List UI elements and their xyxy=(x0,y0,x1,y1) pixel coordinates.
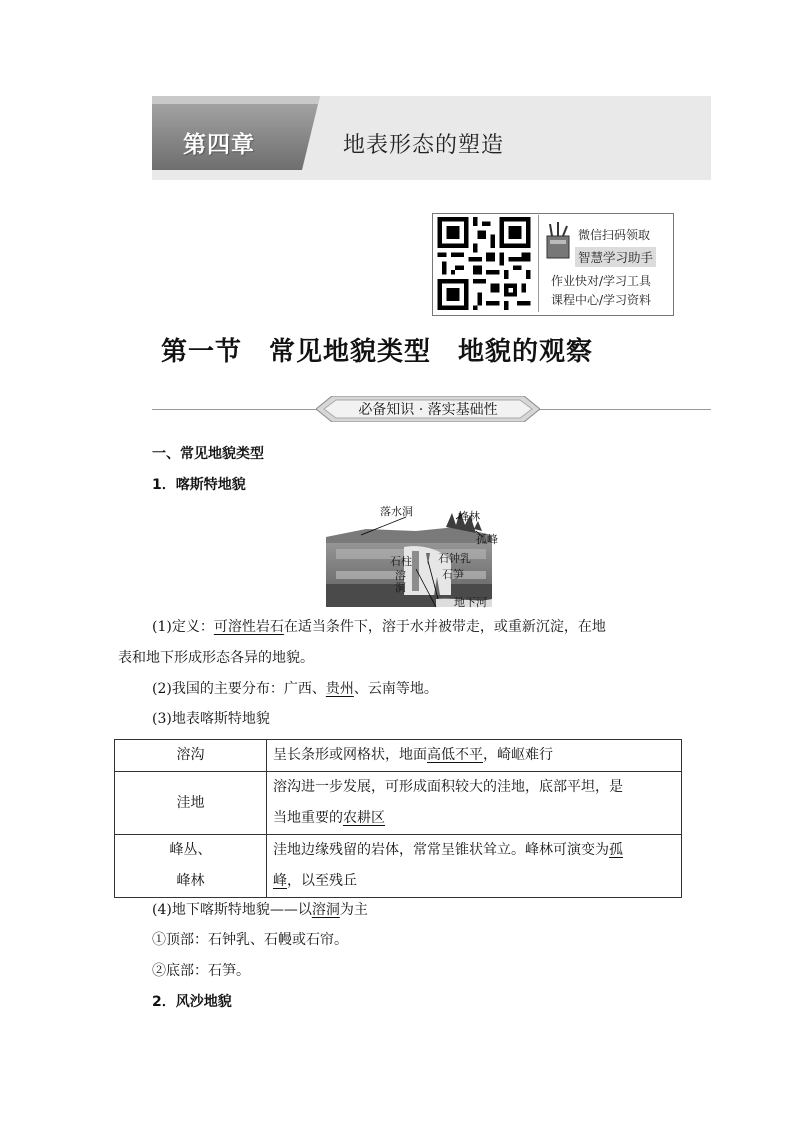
underline-cave: 溶洞 xyxy=(311,902,340,918)
pencil-cup-icon xyxy=(545,222,571,260)
label-stalactite: 石钟乳 xyxy=(438,552,471,565)
table-cell-desc: 洼地边缘残留的岩体，常常呈锥状耸立。峰林可演变为孤 峰，以至残丘 xyxy=(267,835,682,898)
surface-karst-table xyxy=(114,739,682,898)
label-stalagmite: 石笋 xyxy=(442,568,464,581)
item-bottom: ②底部：石笋。 xyxy=(152,963,250,979)
underground-karst-line: (4)地下喀斯特地貌——以溶洞为主 xyxy=(152,902,368,918)
underline-soluble-rock: 可溶性岩石 xyxy=(213,619,284,635)
table-cell-name: 峰丛、 峰林 xyxy=(115,835,267,898)
label-peak-forest: 峰林 xyxy=(458,510,480,523)
table-cell-name: 洼地 xyxy=(115,772,267,835)
label-underground-river: 地下河 xyxy=(454,596,487,609)
qr-divider xyxy=(538,215,539,312)
chapter-number: 第四章 xyxy=(183,132,255,158)
label-sinkhole: 落水洞 xyxy=(380,505,413,518)
divider-right xyxy=(536,409,711,410)
label-isolated-peak: 孤峰 xyxy=(476,533,498,546)
subheading-karst: 1．喀斯特地貌 xyxy=(152,477,246,493)
definition-line-2: 表和地下形成形态各异的地貌。 xyxy=(118,650,314,666)
table-cell-desc: 溶沟进一步发展，可形成面积较大的洼地，底部平坦，是 当地重要的农耕区 xyxy=(267,772,682,835)
chapter-title: 地表形态的塑造 xyxy=(343,133,505,158)
underline-guizhou: 贵州 xyxy=(325,681,354,697)
label-cave: 溶洞 xyxy=(395,569,406,594)
subheading-aeolian: 2．风沙地貌 xyxy=(152,994,232,1010)
table-cell-name: 溶沟 xyxy=(115,740,267,772)
section-title: 第一节 常见地貌类型 地貌的观察 xyxy=(161,337,594,367)
ribbon-text: 必备知识 · 落实基础性 xyxy=(358,402,498,418)
label-stone-pillar: 石柱 xyxy=(390,555,412,568)
table-row xyxy=(115,772,682,835)
qr-line-2: 智慧学习助手 xyxy=(575,247,656,267)
divider-left xyxy=(152,409,320,410)
qr-code-icon[interactable] xyxy=(436,217,532,310)
distribution-line: (2)我国的主要分布：广西、贵州、云南等地。 xyxy=(152,681,438,697)
definition-line-1: (1)定义：可溶性岩石在适当条件下，溶于水并被带走，或重新沉淀，在地 xyxy=(152,619,606,635)
table-row xyxy=(115,740,682,772)
table-row xyxy=(115,835,682,898)
qr-line-4: 课程中心/学习资料 xyxy=(551,293,652,307)
qr-line-3: 作业快对/学习工具 xyxy=(551,274,652,288)
surface-karst-heading: (3)地表喀斯特地貌 xyxy=(152,711,270,727)
qr-line-1: 微信扫码领取 xyxy=(578,228,651,242)
heading-common-landforms: 一、常见地貌类型 xyxy=(152,446,264,462)
table-cell-desc: 呈长条形或网格状，地面高低不平，崎岖难行 xyxy=(267,740,682,772)
item-top: ①顶部：石钟乳、石幔或石帘。 xyxy=(152,932,348,948)
